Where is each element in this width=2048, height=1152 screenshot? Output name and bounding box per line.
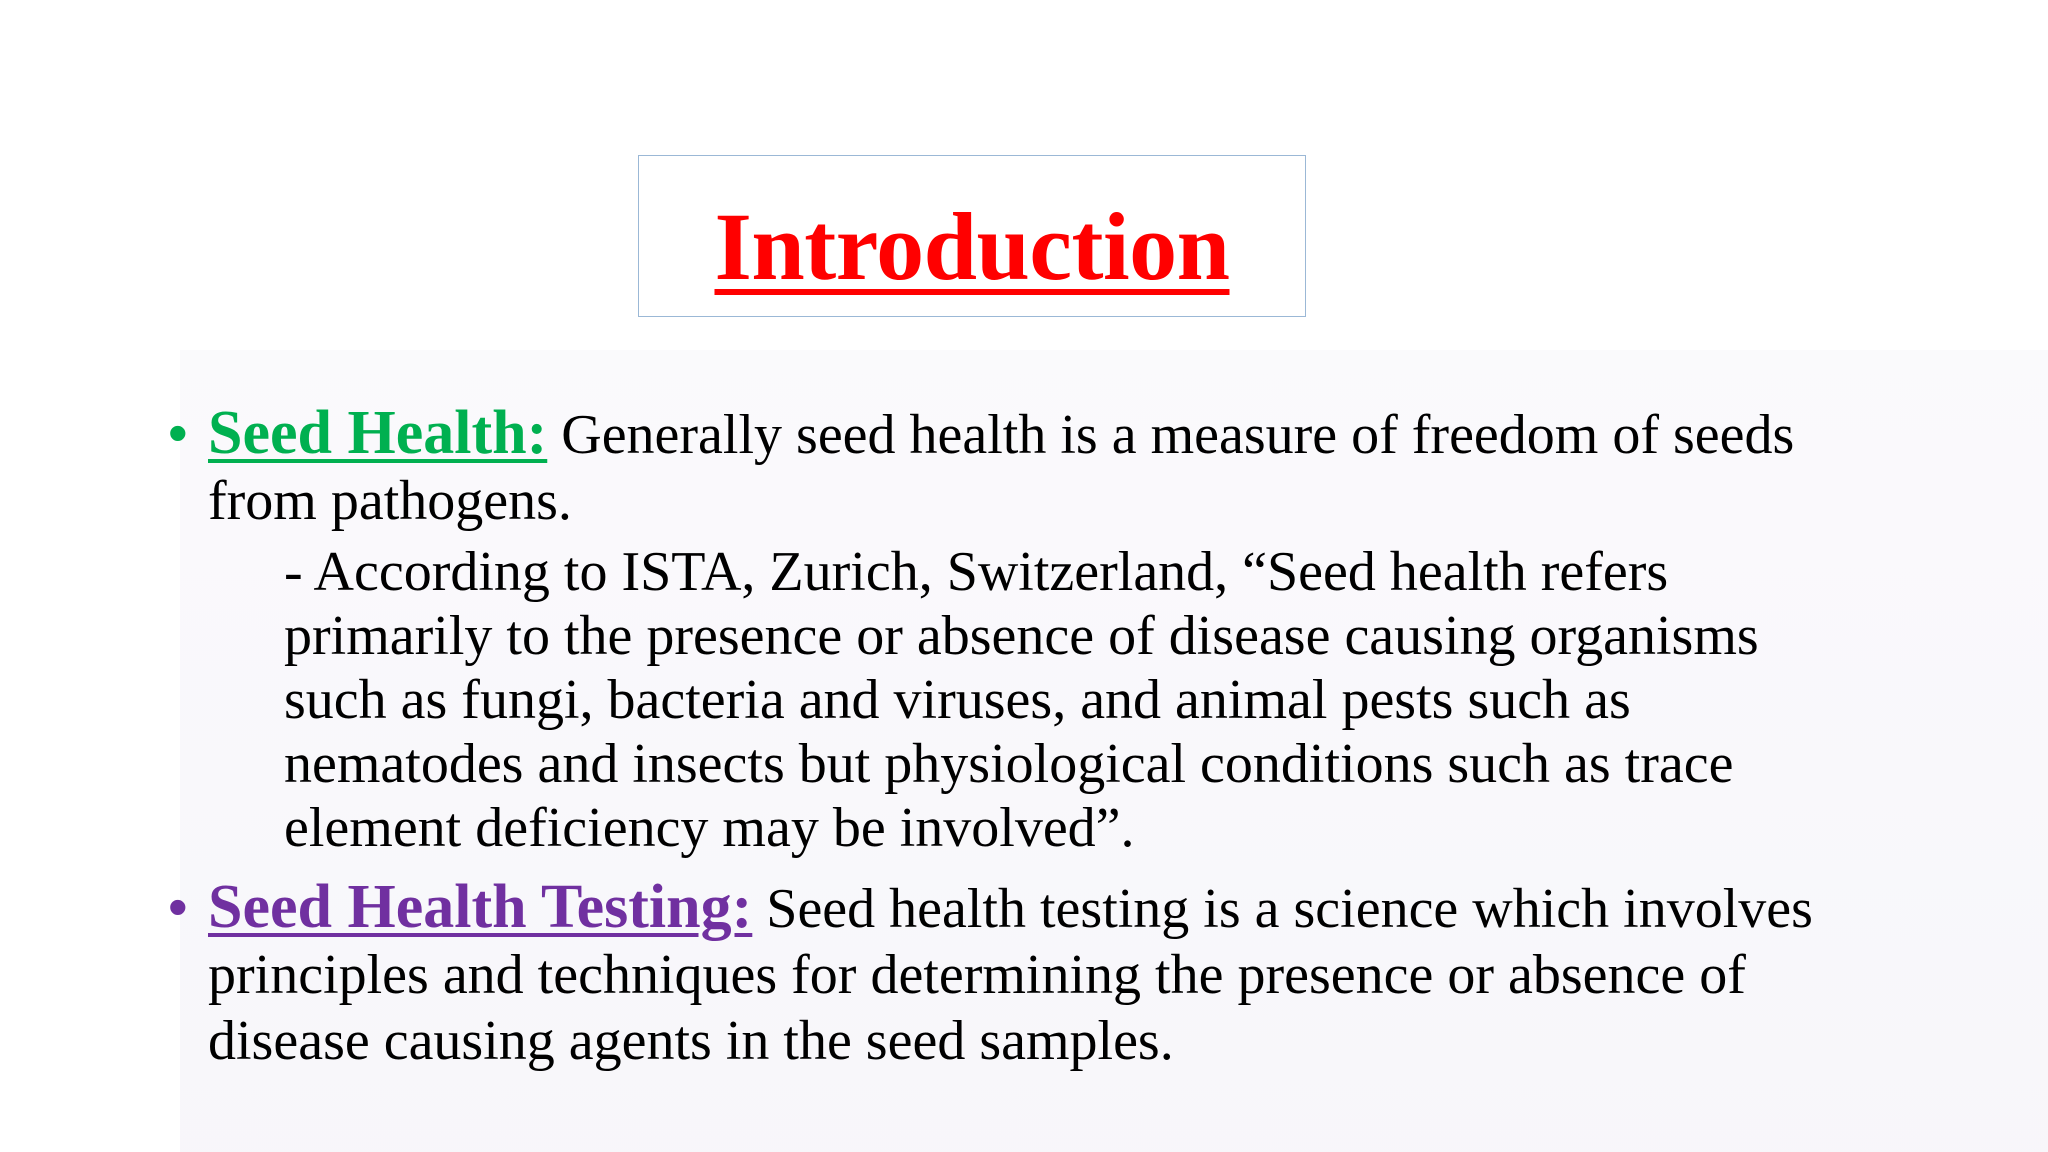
bullet-text: Seed health testing is a science which involves principles and techniques for determining the presence or absence of disease causing agents in the seed samples. — [208, 878, 1813, 1072]
bullet-text: Generally seed health is a measure of freedom of seeds from pathogens. — [208, 404, 1795, 532]
slide-content — [168, 400, 1868, 1074]
bullet-term: Seed Health Testing: — [208, 873, 753, 941]
bullet-dot: • — [168, 875, 188, 938]
bullet-term: Seed Health: — [208, 399, 548, 467]
bullet-subtext: - According to ISTA, Zurich, Switzerland, “Seed health refers primarily to the presence or absence of disease causing organisms such as fungi, bacteria and viruses, and animal pests such as nematodes and insects but physiological conditions such as trace element deficiency may be involved”. — [284, 541, 1759, 859]
bullet-dot: • — [168, 401, 188, 464]
bullet-seed-health — [168, 400, 1868, 860]
bullet-seed-health-testing — [168, 874, 1868, 1074]
title-box — [638, 155, 1306, 317]
slide-title: Introduction — [714, 192, 1230, 300]
